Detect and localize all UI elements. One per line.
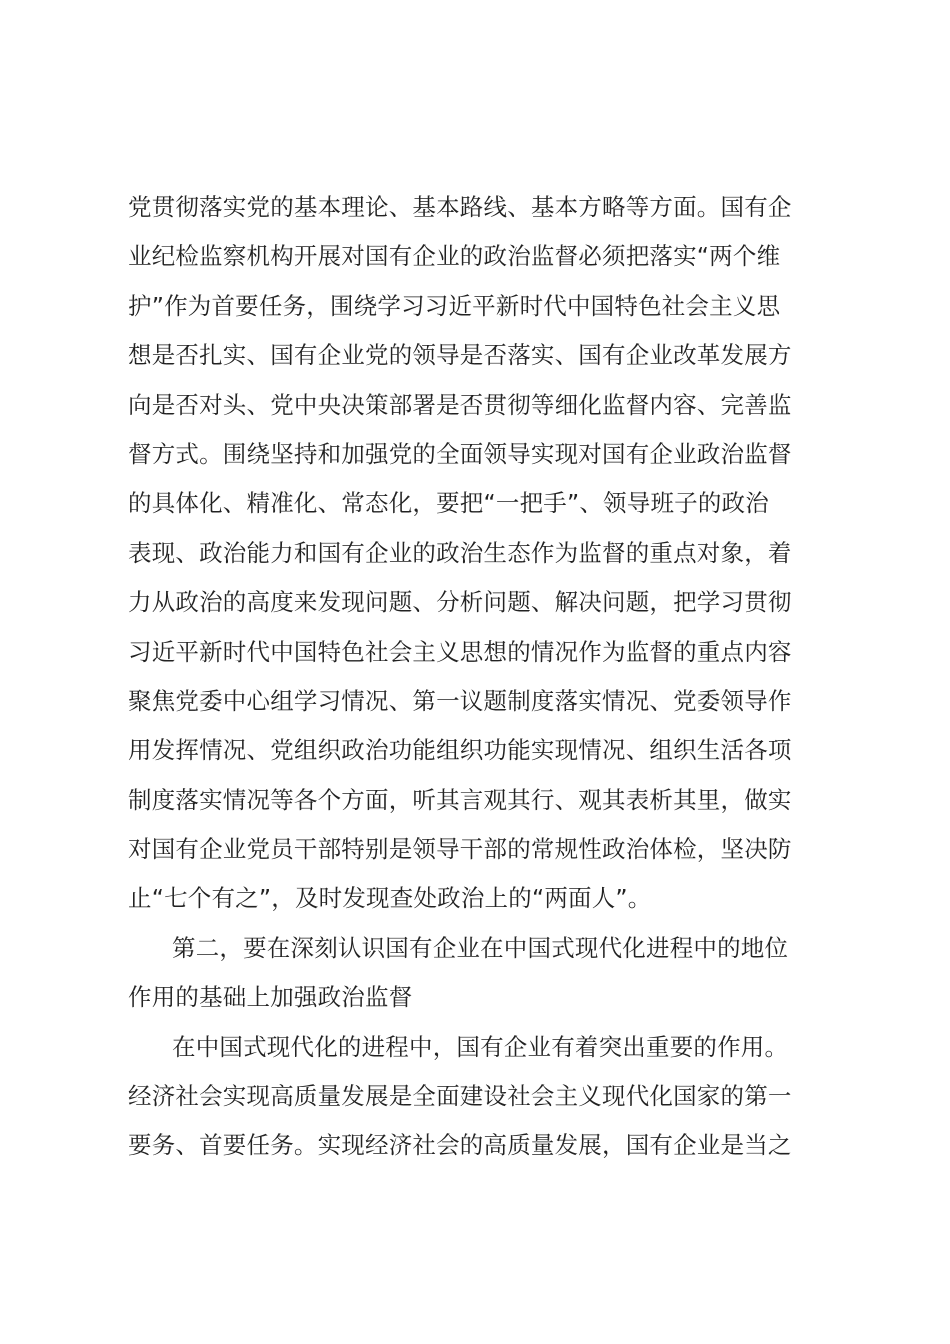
text-line: 想是否扎实、国有企业党的领导是否落实、国有企业改革发展方: [128, 341, 792, 370]
text-line: 止“七个有之”，及时发现查处政治上的“两面人”。: [128, 884, 652, 913]
text-line: 力从政治的高度来发现问题、分析问题、解决问题，把学习贯彻: [128, 588, 792, 617]
text-line: 用发挥情况、党组织政治功能组织功能实现情况、组织生活各项: [128, 736, 792, 765]
section-heading-line: 作用的基础上加强政治监督: [128, 983, 413, 1012]
text-line: 护”作为首要任务，围绕学习习近平新时代中国特色社会主义思: [128, 291, 781, 320]
text-line: 业纪检监察机构开展对国有企业的政治监督必须把落实“两个维: [128, 242, 781, 271]
paragraph-first-line: 在中国式现代化的进程中，国有企业有着突出重要的作用。: [172, 1032, 789, 1061]
text-line: 聚焦党委中心组学习情况、第一议题制度落实情况、党委领导作: [128, 686, 792, 715]
text-line: 要务、首要任务。实现经济社会的高质量发展，国有企业是当之: [128, 1131, 792, 1160]
body-text: [128, 183, 848, 1171]
text-line: 制度落实情况等各个方面，听其言观其行、观其表析其里，做实: [128, 785, 792, 814]
section-heading-line: 第二，要在深刻认识国有企业在中国式现代化进程中的地位: [172, 933, 789, 962]
text-line: 党贯彻落实党的基本理论、基本路线、基本方略等方面。国有企: [128, 193, 792, 221]
text-line: 的具体化、精准化、常态化，要把“一把手”、领导班子的政治: [128, 489, 769, 518]
text-line: 对国有企业党员干部特别是领导干部的常规性政治体检，坚决防: [128, 835, 792, 864]
text-line: 习近平新时代中国特色社会主义思想的情况作为监督的重点内容: [128, 637, 792, 666]
text-line: 向是否对头、党中央决策部署是否贯彻等细化监督内容、完善监: [128, 390, 792, 419]
text-line: 督方式。围绕坚持和加强党的全面领导实现对国有企业政治监督: [128, 439, 792, 468]
text-line: 表现、政治能力和国有企业的政治生态作为监督的重点对象，着: [128, 538, 792, 567]
text-line: 经济社会实现高质量发展是全面建设社会主义现代化国家的第一: [128, 1082, 792, 1111]
